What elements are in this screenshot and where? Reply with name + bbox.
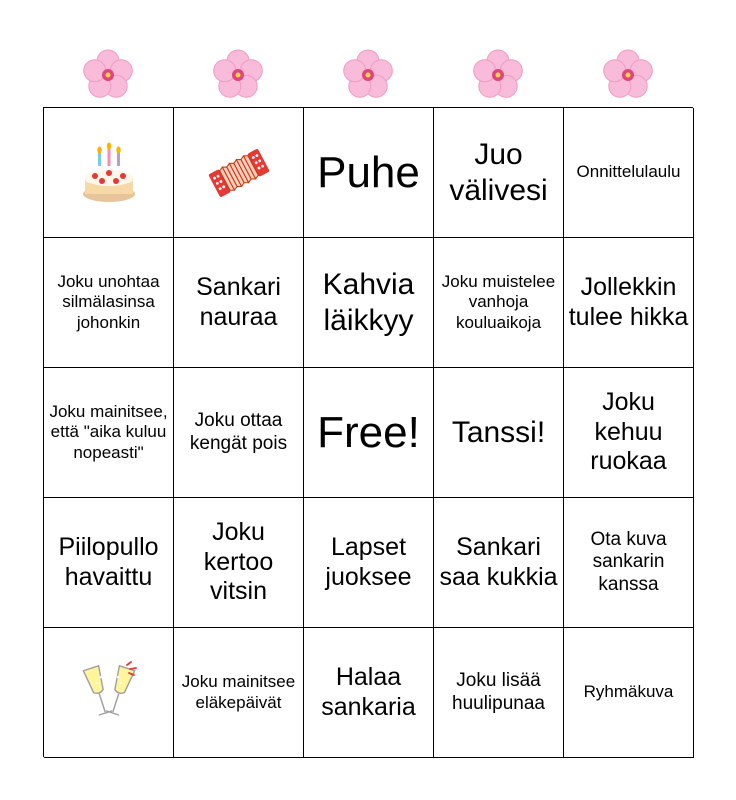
bingo-cell[interactable] bbox=[174, 108, 304, 238]
cherry-blossom-icon bbox=[468, 44, 528, 104]
cherry-blossom-icon bbox=[208, 44, 268, 104]
header-cell bbox=[173, 40, 303, 108]
bingo-cell[interactable] bbox=[434, 108, 564, 238]
bingo-cell[interactable] bbox=[44, 108, 174, 238]
cell-text: Halaa sankaria bbox=[321, 663, 416, 721]
bingo-cell[interactable] bbox=[44, 238, 174, 368]
bingo-cell[interactable] bbox=[44, 628, 174, 758]
header-cell bbox=[563, 40, 693, 108]
cell-text: Joku kehuu ruokaa bbox=[590, 388, 667, 476]
bingo-cell[interactable] bbox=[304, 238, 434, 368]
bingo-cell[interactable] bbox=[564, 498, 694, 628]
bingo-cell[interactable] bbox=[564, 628, 694, 758]
cell-text: Joku kertoo vitsin bbox=[203, 518, 274, 606]
bingo-cell[interactable] bbox=[44, 368, 174, 498]
cell-text: Free! bbox=[317, 407, 420, 457]
cell-text: Ryhmäkuva bbox=[583, 682, 674, 702]
cell-text: Joku unohtaa silmälasinsa johonkin bbox=[57, 272, 160, 332]
birthday-cake-icon bbox=[81, 142, 137, 204]
bingo-cell[interactable] bbox=[434, 498, 564, 628]
header-cell bbox=[433, 40, 563, 108]
bingo-cell[interactable] bbox=[304, 498, 434, 628]
cell-text: Onnittelulaulu bbox=[576, 162, 681, 182]
bingo-cell[interactable] bbox=[564, 108, 694, 238]
bingo-cell[interactable] bbox=[564, 238, 694, 368]
cell-text: Lapset juoksee bbox=[325, 533, 412, 591]
bingo-cell-free[interactable] bbox=[304, 368, 434, 498]
cell-text: Puhe bbox=[317, 147, 420, 197]
bingo-cell[interactable] bbox=[174, 238, 304, 368]
bingo-cell[interactable] bbox=[174, 498, 304, 628]
cherry-blossom-icon bbox=[598, 44, 658, 104]
champagne-glasses-icon bbox=[77, 661, 141, 725]
bingo-cell[interactable] bbox=[44, 498, 174, 628]
cherry-blossom-icon bbox=[338, 44, 398, 104]
cell-text: Juo välivesi bbox=[449, 138, 548, 207]
bingo-cell[interactable] bbox=[304, 108, 434, 238]
cell-text: Ota kuva sankarin kanssa bbox=[590, 528, 667, 595]
cell-text: Jollekkin tulee hikka bbox=[568, 273, 689, 331]
cell-text: Tanssi! bbox=[451, 415, 546, 449]
header-cell bbox=[43, 40, 173, 108]
cell-text: Joku ottaa kengät pois bbox=[189, 410, 288, 454]
cell-text: Joku mainitsee, että "aika kuluu nopeasti" bbox=[49, 402, 168, 462]
bingo-cell[interactable] bbox=[174, 368, 304, 498]
bingo-cell[interactable] bbox=[174, 628, 304, 758]
cell-text: Joku mainitsee eläkepäivät bbox=[181, 672, 296, 712]
cherry-blossom-icon bbox=[78, 44, 138, 104]
bingo-cell[interactable] bbox=[434, 628, 564, 758]
cell-text: Sankari nauraa bbox=[196, 273, 281, 331]
accordion-icon bbox=[207, 146, 271, 200]
bingo-cell[interactable] bbox=[304, 628, 434, 758]
bingo-cell[interactable] bbox=[434, 238, 564, 368]
bingo-cell[interactable] bbox=[564, 368, 694, 498]
cell-text: Sankari saa kukkia bbox=[439, 533, 558, 591]
cell-text: Piilopullo havaittu bbox=[58, 533, 159, 591]
cell-text: Joku muistelee vanhoja kouluaikoja bbox=[441, 272, 556, 332]
cell-text: Kahvia läikkyy bbox=[322, 268, 415, 337]
header-cell bbox=[303, 40, 433, 108]
bingo-cell[interactable] bbox=[434, 368, 564, 498]
header-row bbox=[43, 40, 693, 108]
bingo-grid bbox=[43, 107, 693, 757]
cell-text: Joku lisää huulipunaa bbox=[452, 670, 545, 714]
